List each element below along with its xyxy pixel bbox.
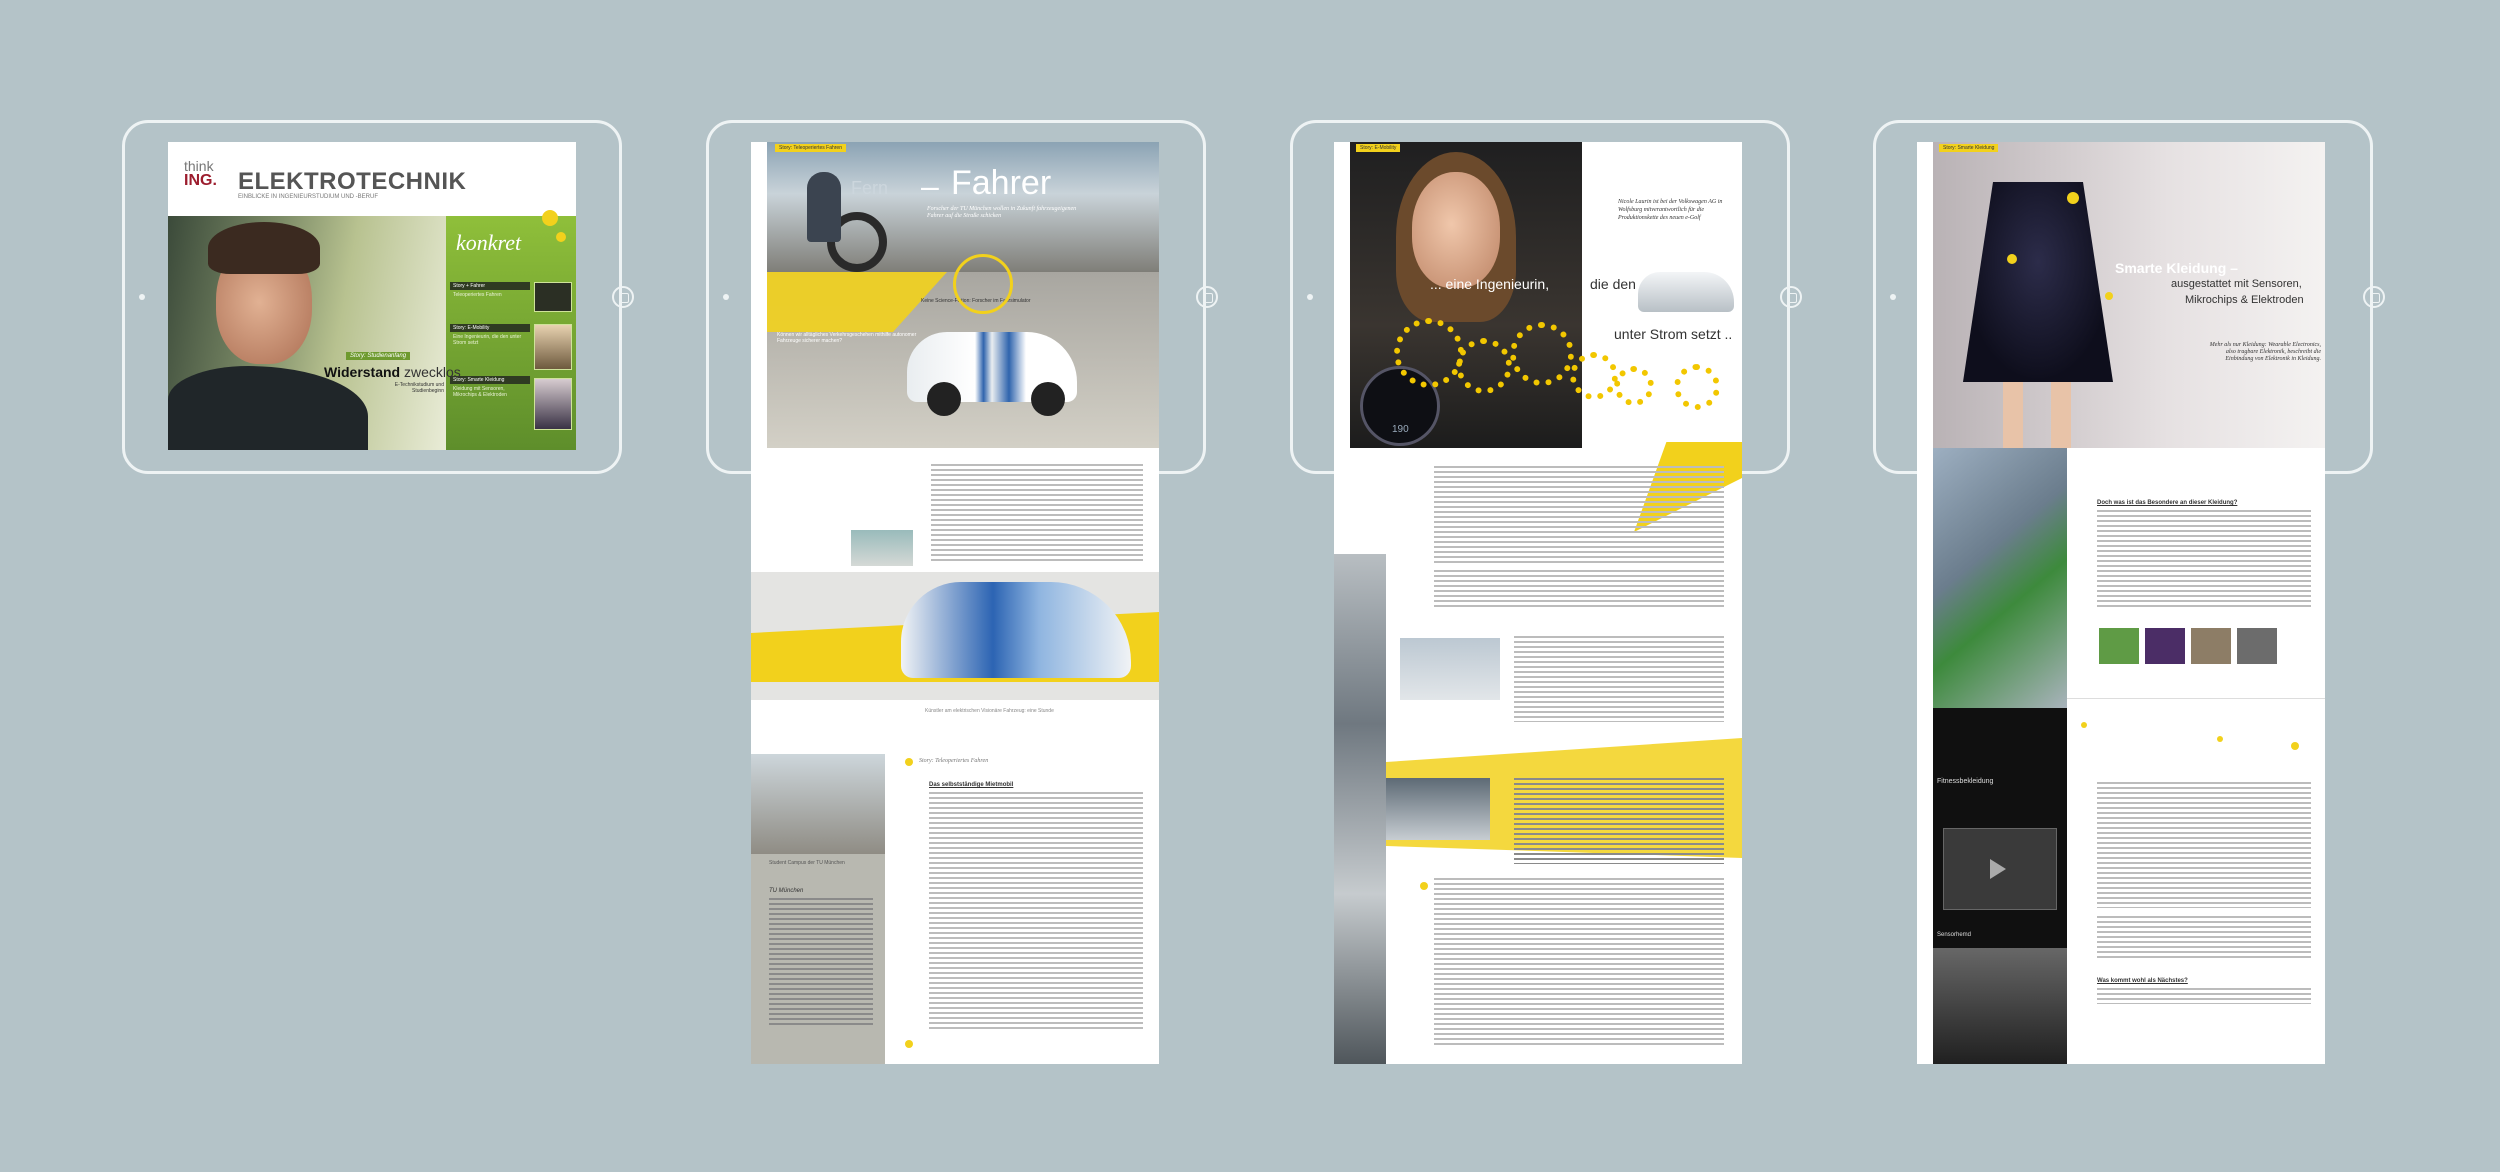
face-shape — [1412, 172, 1500, 288]
yellow-dot — [2067, 192, 2079, 204]
menu-desc: Kleidung mit Sensoren, Mikrochips & Elektroden — [453, 386, 507, 398]
menu-item-fahrer[interactable] — [450, 282, 530, 300]
menu-tag: Story: E-Mobility — [450, 324, 530, 332]
konkret-panel — [446, 216, 576, 450]
headline-bold: Widerstand — [324, 364, 401, 380]
camera-dot — [139, 294, 145, 300]
hair-shape — [208, 222, 320, 274]
leg-shape — [2003, 382, 2023, 448]
page-sub2: Mikrochips & Elektroden — [2185, 294, 2304, 306]
yellow-dot — [1420, 882, 1428, 890]
article-text-block — [1514, 636, 1724, 722]
cover-teaser: E-Technikstudium und Studienbeginn — [394, 382, 444, 394]
gear-icon — [1510, 322, 1574, 386]
page-sub1: ausgestattet mit Sensoren, — [2171, 278, 2302, 290]
thumb-woman[interactable] — [534, 324, 572, 370]
video-thumb[interactable] — [1943, 828, 2057, 910]
page-tag: Story: E-Mobility — [1356, 144, 1400, 152]
thumb-car[interactable] — [534, 282, 572, 312]
assembly-photo — [1386, 778, 1490, 840]
page-intro: Nicole Laurin ist bei der Volkswagen AG in Wolfsburg mitverantwortlich für die Produktionskette des neuen e-Golf — [1618, 199, 1723, 221]
article-text-block — [2097, 782, 2311, 908]
page-intro: Mehr als nur Kleidung: Wearable Electronics, also tragbare Elektronik, beschreibt die Einbindung von Elektronik in Kleidung. — [2209, 342, 2321, 362]
golf-thumb — [1400, 638, 1500, 700]
article-text-block — [2097, 510, 2311, 608]
question-2: Was kommt wohl als Nächstes? — [2097, 978, 2188, 984]
yellow-dot — [953, 254, 1013, 314]
title-intro: Forscher der TU München wollen in Zukunft fahrzeugeigenen Fahrer auf die Straße schicken — [927, 206, 1077, 219]
station-photo — [1334, 554, 1386, 1064]
article-text-block — [1434, 878, 1724, 1048]
title-dash: – — [921, 168, 939, 204]
menu-tag: Story + Fahrer — [450, 282, 530, 290]
brand-logo — [184, 158, 228, 198]
yellow-dot — [2291, 742, 2299, 750]
home-button[interactable] — [612, 286, 634, 308]
menu-desc: Eine Ingenieurin, die den unter Strom setzt — [453, 334, 522, 346]
home-button[interactable] — [2363, 286, 2385, 308]
portrait-photo — [168, 216, 446, 450]
thumb-device[interactable] — [2237, 628, 2277, 664]
inline-car-thumb — [851, 530, 913, 566]
thumb-circuit[interactable] — [2099, 628, 2139, 664]
golf-car — [1638, 272, 1734, 312]
caption-credit: Können wir alltägliches Verkehrsgeschehen mithilfe autonomer Fahrzeuge sicherer machen? — [777, 332, 917, 344]
menu-item-kleidung[interactable] — [450, 376, 530, 400]
label-fitness: Fitnessbekleidung — [1937, 778, 1994, 785]
driver-shape — [807, 172, 841, 242]
yellow-dot — [2217, 736, 2223, 742]
gear-icon — [1674, 364, 1720, 410]
emobility-page[interactable] — [1334, 142, 1742, 1064]
article-text-block — [1514, 778, 1724, 864]
headline-a: ... eine Ingenieurin, — [1430, 276, 1550, 292]
cover-subtitle: EINBLICKE IN INGENIEURSTUDIUM UND -BERUF — [238, 194, 379, 200]
thumb-lights[interactable] — [2145, 628, 2185, 664]
car-wheel — [927, 382, 961, 416]
menu-desc: Teleoperiertes Fahren — [453, 292, 502, 298]
caption-simulator: Keine Science-Fiction: Forscher im Fahrsimulator — [921, 298, 1031, 304]
brand-think: think — [184, 158, 214, 174]
dark-column — [1933, 448, 2067, 1064]
yellow-dot — [2105, 292, 2113, 300]
yellow-dot — [542, 210, 558, 226]
escalator-photo — [1933, 948, 2067, 1064]
gear-icon — [1570, 352, 1618, 400]
article-text-block — [1434, 466, 1724, 564]
page-tag: Story: Teleoperiertes Fahren — [775, 144, 846, 152]
thumb-hands[interactable] — [2191, 628, 2231, 664]
sidebar — [751, 754, 885, 1064]
leg-shape — [2051, 382, 2071, 448]
cover-story-tag: Story: Studienanfang — [346, 352, 410, 360]
play-icon[interactable] — [1990, 859, 2006, 879]
menu-tag: Story: Smarte Kleidung — [450, 376, 530, 384]
article-text-block — [929, 792, 1143, 1032]
article-text-block — [2097, 916, 2311, 958]
campus-photo — [751, 754, 885, 854]
article-text-block — [2097, 988, 2311, 1004]
home-button[interactable] — [1780, 286, 1802, 308]
gear-icon — [1456, 338, 1512, 394]
engineer-photo — [1350, 142, 1582, 448]
yellow-dot — [905, 1040, 913, 1048]
camera-dot — [723, 294, 729, 300]
yellow-wedge — [767, 272, 947, 332]
dress-shape — [1963, 182, 2113, 382]
home-button[interactable] — [1196, 286, 1218, 308]
camera-dot — [1307, 294, 1313, 300]
headline-light: zwecklos — [404, 364, 461, 380]
car-profile-photo — [751, 572, 1159, 700]
speed-readout: 190 — [1392, 424, 1409, 435]
kleidung-page[interactable] — [1917, 142, 2325, 1064]
cover-page[interactable] — [168, 142, 576, 450]
story-tag-2: Story: Teleoperiertes Fahren — [919, 758, 989, 764]
yellow-wire-dots — [2067, 698, 2325, 738]
car-profile — [901, 582, 1131, 678]
yellow-dot — [905, 758, 913, 766]
menu-item-emobility[interactable] — [450, 324, 530, 348]
gear-icon — [1394, 318, 1464, 388]
yellow-dot — [2007, 254, 2017, 264]
konkret-label: konkret — [456, 230, 522, 255]
page-headline: Smarte Kleidung – — [2115, 260, 2238, 276]
title-fern: Fern — [851, 178, 889, 198]
sidebar-caption: Student Campus der TU München — [769, 860, 845, 866]
sidebar-head: TU München — [769, 888, 804, 894]
article-text-block — [1434, 570, 1724, 610]
label-sensor: Sensorhemd — [1937, 932, 1972, 938]
section-head: Das selbstständige Mietmobil — [929, 782, 1014, 788]
headline-c: unter Strom setzt .. — [1614, 326, 1733, 342]
thumb-dress[interactable] — [534, 378, 572, 430]
title-fahrer: Fahrer — [951, 164, 1052, 202]
page-tag: Story: Smarte Kleidung — [1939, 144, 1998, 152]
cover-headline[interactable] — [324, 364, 461, 380]
car-wheel — [1031, 382, 1065, 416]
question-1: Doch was ist das Besondere an dieser Kleidung? — [2097, 500, 2238, 506]
headline-b: die den — [1590, 276, 1636, 292]
yellow-dot — [556, 232, 566, 242]
circuit-photo — [1933, 448, 2067, 708]
camera-dot — [1890, 294, 1896, 300]
article-text-block — [931, 464, 1143, 562]
gear-icon — [1614, 366, 1654, 406]
cover-title: ELEKTROTECHNIK — [238, 168, 467, 195]
sidebar-text — [769, 898, 873, 1028]
photo-caption: Künstler am elektrischen Visionäre Fahrzeug: eine Stunde — [925, 708, 1054, 714]
yellow-dot — [2081, 722, 2087, 728]
brand-ing: ING. — [184, 172, 217, 189]
fahrer-page[interactable] — [751, 142, 1159, 1064]
